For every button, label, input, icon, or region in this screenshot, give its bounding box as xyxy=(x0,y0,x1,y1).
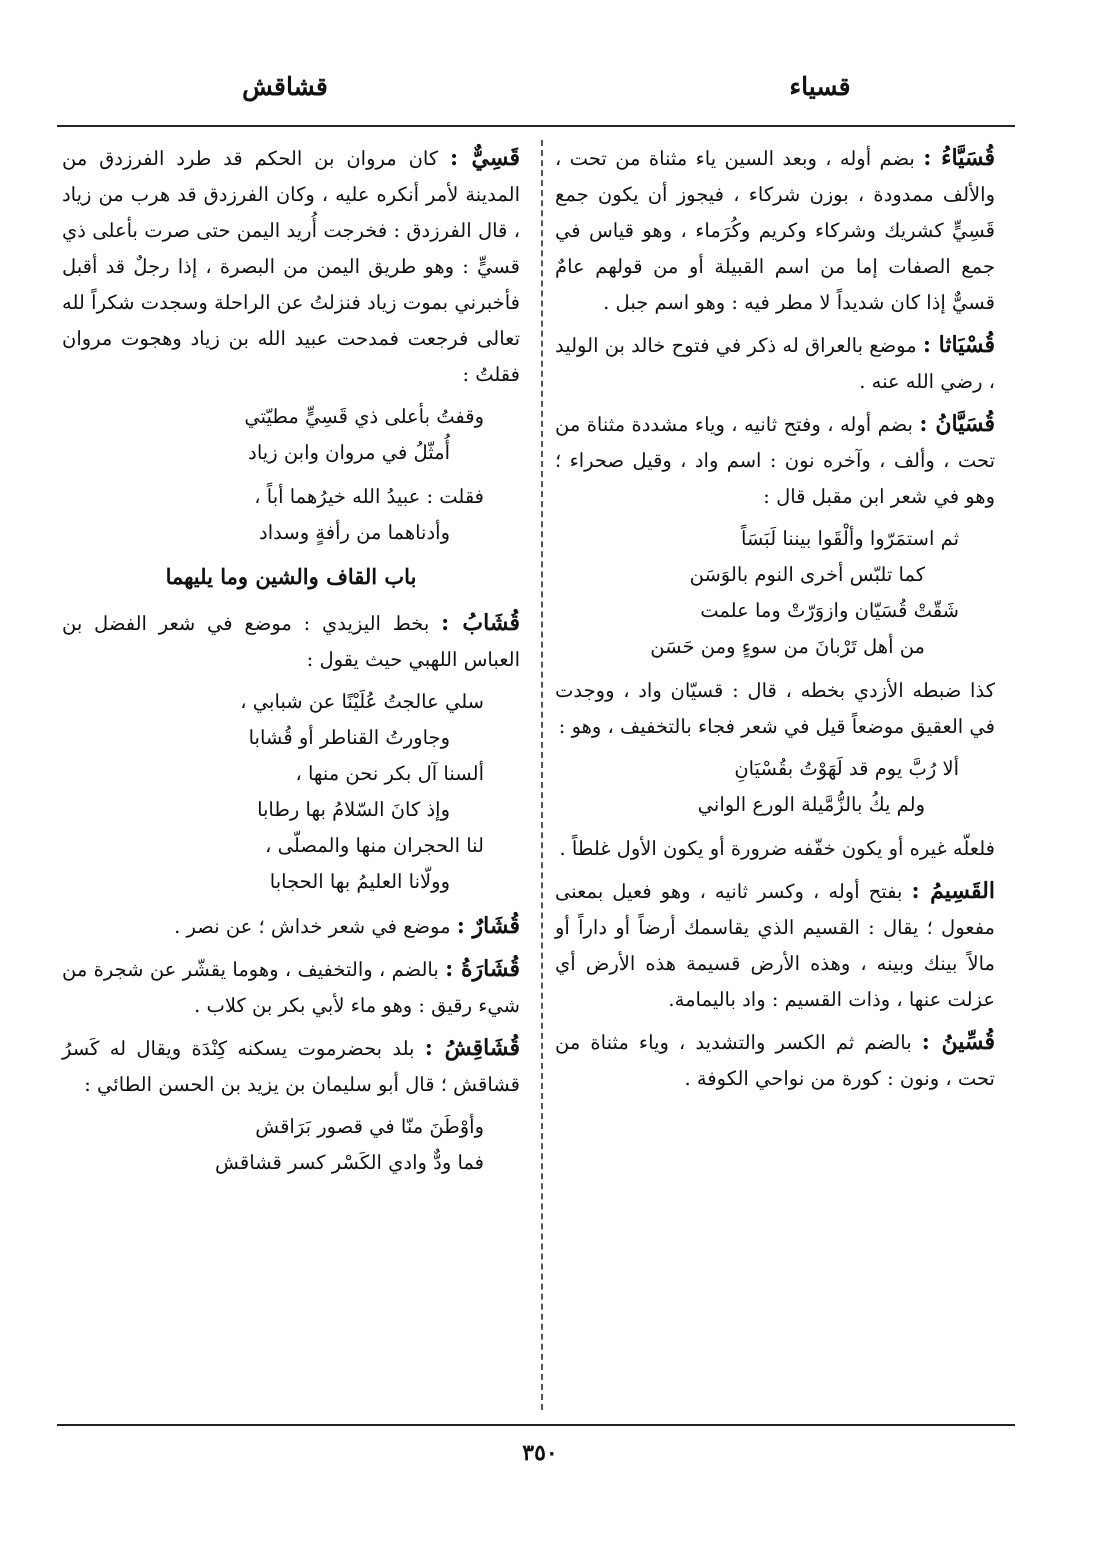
verse-line: وجاورتُ القناطر أو قُشابا xyxy=(248,726,450,749)
verse-line: وإذ كانَ السّلامُ بها رطابا xyxy=(257,798,450,821)
entry xyxy=(555,406,995,515)
verse-block xyxy=(62,1109,520,1181)
verse-line: لنا الحجران منها والمصلّى ، xyxy=(265,834,484,857)
verse-line: ألا رُبَّ يوم قد لَهَوْتُ بقُسْيَانِ xyxy=(734,757,959,780)
bottom-rule xyxy=(57,1424,1015,1426)
entry-text: بضم أوله ، وفتح ثانيه ، وياء مشددة مثناة من تحت ، وألف ، وآخره نون : اسم واد ، وقيل صحراء ؛ وهو في شعر ابن مقبل قال : xyxy=(555,413,995,508)
entry-text: بفتح أوله ، وكسر ثانيه ، وهو فعيل بمعنى مفعول ؛ يقال : القسيم الذي يقاسمك أرضاً أو داراً أو مالاً بينك وبينه ، وهذه الأرض قسيمة هذه الأرض أي عزلت عنها ، وذات القسيم : واد باليمامة. xyxy=(555,880,995,1011)
page-number: ٣٥٠ xyxy=(522,1440,558,1466)
verse-line: ثم استمَرّوا وألْقَوا بيننا لَبَسَاً xyxy=(740,527,959,550)
entry-headword: قُسَيَّاءُ : xyxy=(923,145,996,171)
verse-line: وولّانا العليمُ بها الحجابا xyxy=(269,870,450,893)
entry-headword: قُشَارٌ : xyxy=(456,913,520,939)
section-heading: باب القاف والشين وما يليهما xyxy=(165,564,417,589)
entry-text: موضع في شعر خداش ؛ عن نصر . xyxy=(174,915,457,938)
entry-text: بلد بحضرموت يسكنه كِنْدَة ويقال له كَسرُ قشاقش ؛ قال أبو سليمان بن يزيد بن الحسن الطائي : xyxy=(62,1037,520,1096)
entry-text: بالضم ثم الكسر والتشديد ، وياء مثناة من تحت ، ونون : كورة من نواحي الكوفة . xyxy=(555,1031,995,1090)
entry xyxy=(62,1030,520,1103)
left-column xyxy=(62,140,520,1189)
verse-line: فقلت : عبيدُ الله خيرُهما أباً ، xyxy=(254,485,484,508)
verse-line: من أهل تَرْبانَ من سوءٍ ومن حَسَن xyxy=(650,635,925,658)
verse-line: شَقّتْ قُسَيّان وازوَرّتْ وما علمت xyxy=(700,599,959,622)
entry-headword: قُشَارَةُ : xyxy=(445,956,521,982)
top-rule xyxy=(57,125,1015,127)
entry xyxy=(555,327,995,400)
entry-text: بالضم ، والتخفيف ، وهوما يقشّر عن شجرة من شيء رقيق : وهو ماء لأبي بكر بن كلاب . xyxy=(62,958,520,1017)
entry-text: كان مروان بن الحكم قد طرد الفرزدق من المدينة لأمر أنكره عليه ، وكان الفرزدق قد هرب من زياد ، قال الفرزدق : فخرجت أُريد اليمن حتى صرت بأعلى ذي قسيٍّ : وهو طريق اليمن من البصرة ، إذا رجلٌ قد أقبل فأخبرني بموت زياد فنزلتُ عن الراحلة وسجدت شكراً لله تعالى فرجعت فمدحت عبيد الله بن زياد وهجوت مروان فقلتُ : xyxy=(62,147,520,386)
entry-headword: قُسْيَاثا : xyxy=(922,332,995,358)
verse-line: أُمثّلُ في مروان وابن زياد xyxy=(248,441,450,464)
entry-headword: قُسِّينُ : xyxy=(921,1029,996,1055)
entry-headword: القَسِيمُ : xyxy=(911,878,995,904)
verse-block xyxy=(555,751,995,823)
entry-text: موضع بالعراق له ذكر في فتوح خالد بن الوليد ، رضي الله عنه . xyxy=(555,334,995,393)
verse-block xyxy=(62,479,520,551)
entry xyxy=(555,1024,995,1097)
verse-line: ولم يكُ بالزُّمَّيلة الورع الواني xyxy=(697,793,925,816)
verse-line: وقفتُ بأعلى ذي قَسِيٍّ مطيّتي xyxy=(244,405,484,428)
running-header-left: قشاقش xyxy=(242,72,328,101)
verse-line: وأوْطَنَ منّا في قصور بَرَاقش xyxy=(255,1115,484,1138)
entry xyxy=(62,140,520,393)
verse-line: كما تلبّس أخرى النوم بالوَسَن xyxy=(689,563,925,586)
entry xyxy=(555,873,995,1018)
entry-headword: قُشَاقِشُ : xyxy=(424,1035,520,1061)
verse-line: وأدناهما من رأفةٍ وسداد xyxy=(259,521,450,544)
entry-continuation: كذا ضبطه الأزدي بخطه ، قال : قسيّان واد ، ووجدت في العقيق موضعاً قيل في شعر فجاء بالتخفيف ، وهو : xyxy=(555,679,995,738)
entry-headword: قُشَابُ : xyxy=(441,610,520,636)
entry xyxy=(62,605,520,678)
verse-block xyxy=(555,521,995,665)
entry-text: بضم أوله ، وبعد السين ياء مثناة من تحت ، والألف ممدودة ، بوزن شركاء ، فيجوز أن يكون جمع قَسِيٍّ كشريك وشركاء وكريم وكُرَماء ، وهو قياس في جمع الصفات إما من اسم القبيلة أو من قولهم عامٌ قسيٌّ إذا كان شديداً لا مطر فيه : وهو اسم جبل . xyxy=(555,147,995,314)
verse-line: سلي عالجتُ عُلَيْنًا عن شبابي ، xyxy=(240,690,484,713)
column-divider xyxy=(541,140,543,1410)
verse-line: فما ودٌّ وادي الكَسْر كسر قشاقش xyxy=(215,1151,484,1174)
entry xyxy=(62,908,520,945)
entry-text: بخط اليزيدي : موضع في شعر الفضل بن العباس اللهبي حيث يقول : xyxy=(62,612,520,671)
verse-block xyxy=(62,684,520,900)
verse-line: ألسنا آل بكر نحن منها ، xyxy=(295,762,484,785)
running-header-right: قسياء xyxy=(789,72,851,101)
entry-headword: قَسِيٌّ : xyxy=(450,145,521,171)
entry-headword: قُسَيَّانُ : xyxy=(919,411,995,437)
verse-block xyxy=(62,399,520,471)
entry xyxy=(62,951,520,1024)
entry-continuation: فلعلّه غيره أو يكون خفّفه ضرورة أو يكون الأول غلطاً . xyxy=(559,837,995,860)
right-column xyxy=(555,140,995,1103)
entry xyxy=(555,140,995,321)
